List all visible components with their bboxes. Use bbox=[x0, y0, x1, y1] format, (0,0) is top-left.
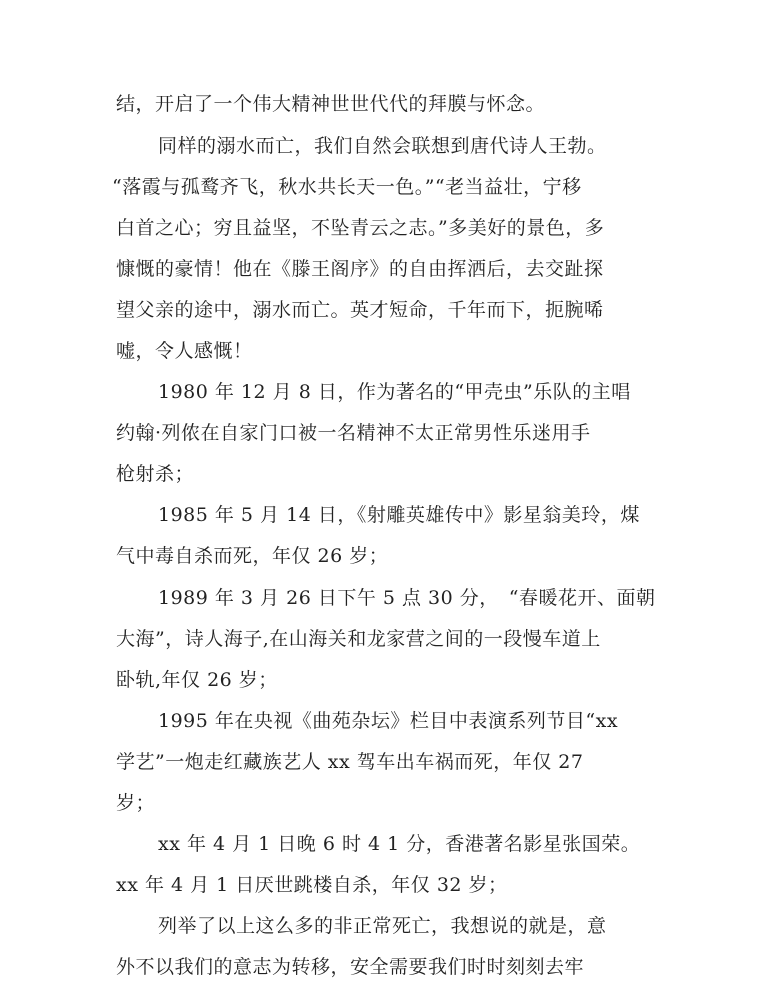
text-line: 大海”，诗人海子,在山海关和龙家营之间的一段慢车道上 bbox=[116, 628, 601, 650]
text-line: 外不以我们的意志为转移，安全需要我们时时刻刻去牢 bbox=[116, 956, 585, 978]
text-line: 卧轨,年仅 26 岁； bbox=[116, 669, 278, 691]
text-line: 列举了以上这么多的非正常死亡，我想说的就是，意 bbox=[158, 915, 607, 937]
text-line: xx 年 4 月 1 日厌世跳楼自杀，年仅 32 岁； bbox=[116, 874, 508, 896]
text-line: 学艺”一炮走红藏族艺人 xx 驾车出车祸而死，年仅 27 bbox=[116, 751, 584, 773]
text-line: 结，开启了一个伟大精神世世代代的拜膜与怀念。 bbox=[116, 93, 546, 115]
text-line: 约翰·列侬在自家门口被一名精神不太正常男性乐迷用手 bbox=[116, 422, 591, 444]
text-line: xx 年 4 月 1 日晚 6 时 4 1 分，香港著名影星张国荣。 bbox=[158, 833, 641, 855]
text-line: 枪射杀； bbox=[116, 463, 195, 485]
text-line: 慷慨的豪情！他在《滕王阁序》的自由挥洒后，去交趾探 bbox=[116, 258, 604, 280]
text-line: 1995 年在央视《曲苑杂坛》栏目中表演系列节目“xx bbox=[158, 710, 619, 732]
text-line: 1985 年 5 月 14 日，《射雕英雄传中》影星翁美玲，煤 bbox=[158, 504, 640, 526]
text-line: 白首之心；穷且益坚，不坠青云之志。”多美好的景色，多 bbox=[116, 217, 605, 239]
text-line: “落霞与孤鹜齐飞，秋水共长天一色。”“老当益壮，宁移 bbox=[112, 176, 582, 198]
text-line: 嘘，令人感慨！ bbox=[116, 340, 253, 362]
text-line: 1989 年 3 月 26 日下午 5 点 30 分， “春暖花开、面朝 bbox=[158, 587, 656, 609]
text-line: 同样的溺水而亡，我们自然会联想到唐代诗人王勃。 bbox=[158, 135, 607, 157]
text-line: 望父亲的途中，溺水而亡。英才短命，千年而下，扼腕唏 bbox=[116, 299, 604, 321]
text-line: 1980 年 12 月 8 日，作为著名的“甲壳虫”乐队的主唱 bbox=[158, 381, 631, 403]
text-line: 气中毒自杀而死，年仅 26 岁； bbox=[116, 545, 389, 567]
text-line: 岁； bbox=[116, 792, 156, 814]
